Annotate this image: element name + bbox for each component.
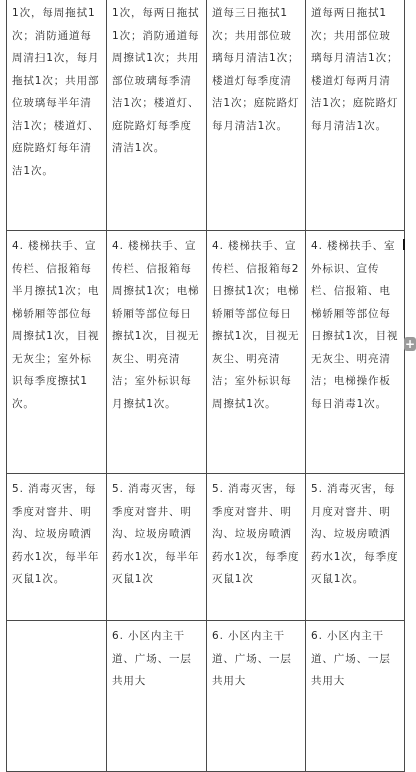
add-row-button[interactable]: + [404, 337, 416, 351]
table-cell[interactable]: 5. 消毒灭害，每季度对窨井、明沟、垃圾房喷洒药水1次，每季度灭鼠1次 [207, 474, 306, 621]
table-cell[interactable]: 4. 楼梯扶手、宣传栏、信报箱每2日擦拭1次；电梯轿厢等部位每日擦拭1次，目视无灰尘、明亮清洁；室外标识每周擦拭1次。 [207, 231, 306, 474]
table-cell[interactable]: 5. 消毒灭害，每季度对窨井、明沟、垃圾房喷洒药水1次，每半年灭鼠1次。 [7, 474, 107, 621]
cleaning-standards-table [6, 0, 405, 772]
table-cell-empty[interactable] [7, 621, 107, 772]
table-cell[interactable]: 6. 小区内主干道、广场、一层共用大 [306, 621, 405, 772]
table-cell[interactable]: 6. 小区内主干道、广场、一层共用大 [107, 621, 207, 772]
table-row [7, 474, 405, 621]
table-cell[interactable]: 4. 楼梯扶手、室外标识、宣传栏、信报箱、电梯轿厢等部位每日擦拭1次，目视无灰尘、明亮清洁；电梯操作板每日消毒1次。 [306, 231, 405, 474]
table-row [7, 231, 405, 474]
row-resize-handle[interactable] [403, 239, 405, 250]
table-cell[interactable]: 4. 楼梯扶手、宣传栏、信报箱每周擦拭1次；电梯轿厢等部位每日擦拭1次，目视无灰尘、明亮清洁；室外标识每月擦拭1次。 [107, 231, 207, 474]
table-cell[interactable]: 6. 小区内主干道、广场、一层共用大 [207, 621, 306, 772]
table-row [7, 0, 405, 231]
table-cell[interactable]: 1次，每周拖拭1次；消防通道每周清扫1次，每月拖拭1次；共用部位玻璃每半年清洁1次；楼道灯、庭院路灯每年清洁1次。 [7, 0, 107, 231]
table-cell[interactable]: 4. 楼梯扶手、宣传栏、信报箱每半月擦拭1次；电梯轿厢等部位每周擦拭1次，目视无灰尘；室外标识每季度擦拭1次。 [7, 231, 107, 474]
table-cell[interactable]: 5. 消毒灭害，每月度对窨井、明沟、垃圾房喷洒药水1次，每季度灭鼠1次。 [306, 474, 405, 621]
table-cell[interactable]: 1次，每两日拖拭1次；消防通道每周擦试1次；共用部位玻璃每季清洁1次；楼道灯、庭院路灯每季度清洁1次。 [107, 0, 207, 231]
table-cell[interactable]: 5. 消毒灭害，每季度对窨井、明沟、垃圾房喷洒药水1次，每半年灭鼠1次 [107, 474, 207, 621]
table-row [7, 621, 405, 772]
table-cell[interactable]: 道每三日拖拭1次；共用部位玻璃每月清洁1次；楼道灯每季度清洁1次；庭院路灯每月清洁1次。 [207, 0, 306, 231]
table-cell[interactable]: 道每两日拖拭1次；共用部位玻璃每月清洁1次；楼道灯每两月清洁1次；庭院路灯每月清洁1次。 [306, 0, 405, 231]
